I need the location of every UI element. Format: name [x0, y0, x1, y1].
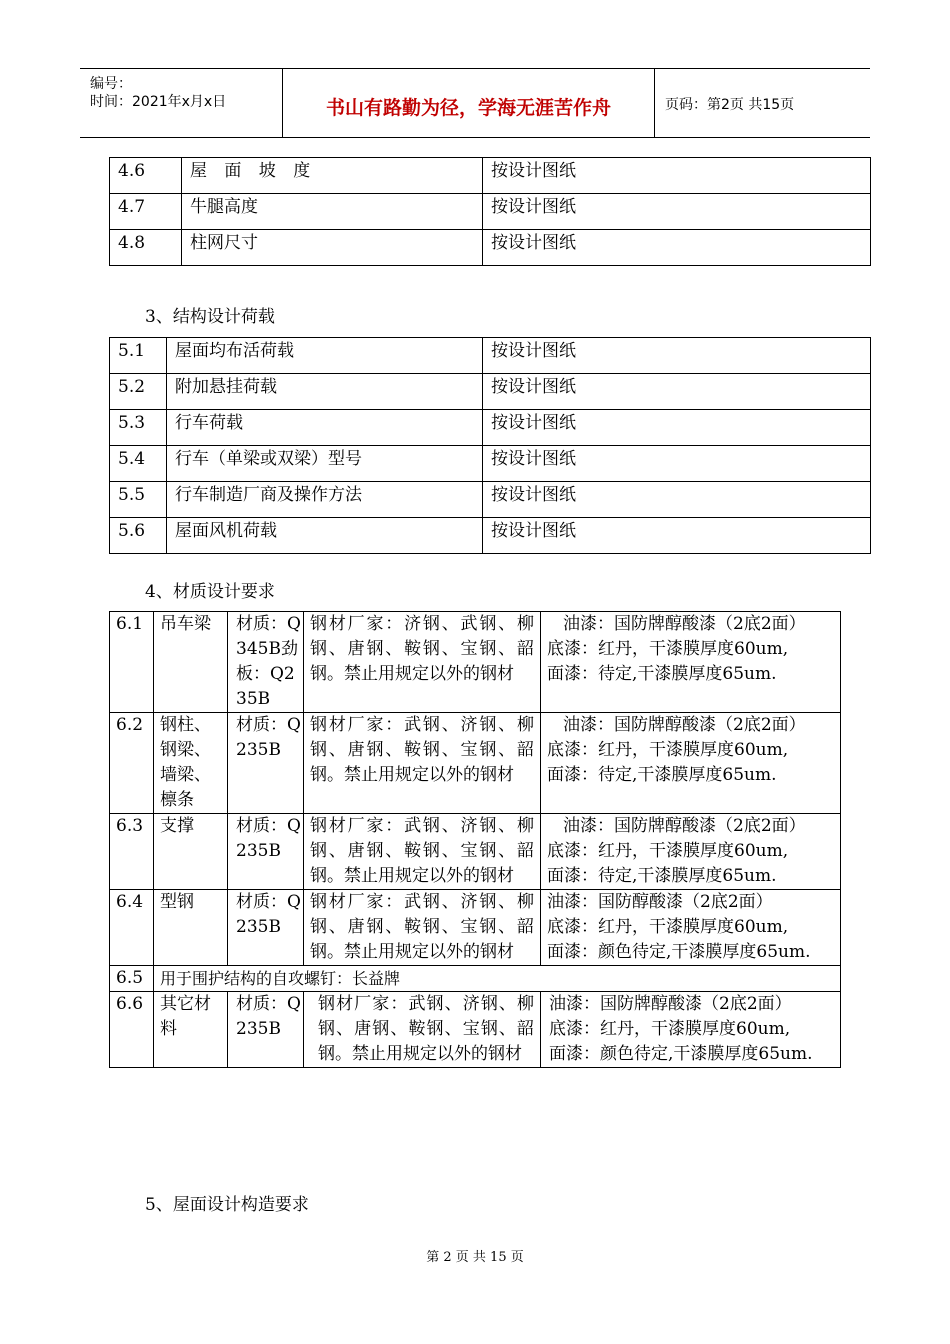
paint-line: 面漆：待定,干漆膜厚度65um. — [547, 664, 777, 684]
paint-line: 底漆：红丹，干漆膜厚度60um, — [547, 917, 789, 937]
table-row — [110, 158, 871, 194]
table-row — [110, 446, 871, 482]
row-number: 5.6 — [110, 518, 167, 554]
table-5 — [109, 337, 871, 554]
paint-line: 底漆：红丹，干漆膜厚度60um, — [549, 1019, 791, 1039]
row-number: 4.7 — [110, 194, 182, 230]
row-material: 材质：Q235B — [228, 814, 304, 890]
paint-line: 面漆：待定,干漆膜厚度65um. — [547, 765, 777, 785]
table-row — [110, 814, 841, 890]
row-item: 屋 面 坡 度 — [182, 158, 483, 194]
row-material: 材质：Q235B — [228, 992, 304, 1068]
page-footer: 第 2 页 共 15 页 — [426, 1250, 524, 1265]
row-maker: 钢材厂家：武钢、济钢、柳钢、唐钢、鞍钢、宝钢、韶钢。禁止用规定以外的钢材 — [304, 814, 541, 890]
paint-line: 面漆：待定,干漆膜厚度65um. — [547, 866, 777, 886]
row-number: 5.3 — [110, 410, 167, 446]
table-6 — [109, 611, 841, 1068]
row-number: 6.6 — [110, 992, 154, 1068]
row-number: 5.4 — [110, 446, 167, 482]
section-heading-4: 4、材质设计要求 — [145, 582, 275, 602]
row-value: 按设计图纸 — [483, 410, 871, 446]
row-item: 吊车梁 — [154, 612, 228, 713]
paint-line: 面漆：颜色待定,干漆膜厚度65um. — [547, 942, 811, 962]
row-value: 按设计图纸 — [483, 338, 871, 374]
table-row — [110, 374, 871, 410]
row-number: 6.5 — [110, 966, 154, 992]
row-item: 行车荷载 — [167, 410, 483, 446]
header-meta — [80, 69, 283, 137]
row-text: 用于围护结构的自攻螺钉：长益牌 — [154, 966, 841, 992]
row-paint — [541, 890, 841, 966]
paint-line: 油漆：国防牌醇酸漆（2底2面） — [563, 614, 806, 634]
row-paint — [541, 992, 841, 1068]
table-row — [110, 992, 841, 1068]
row-item: 钢柱、钢梁、墙梁、檩条 — [154, 713, 228, 814]
paint-line: 油漆：国防牌醇酸漆（2底2面） — [549, 994, 792, 1014]
paint-line: 油漆：国防醇酸漆（2底2面） — [547, 892, 773, 912]
row-value: 按设计图纸 — [483, 158, 871, 194]
row-paint — [541, 612, 841, 713]
row-value: 按设计图纸 — [483, 518, 871, 554]
table-row — [110, 338, 871, 374]
paint-line: 底漆：红丹，干漆膜厚度60um, — [547, 639, 789, 659]
row-item: 柱网尺寸 — [182, 230, 483, 266]
row-material: 材质：Q345B劲板：Q235B — [228, 612, 304, 713]
row-item: 行车（单梁或双梁）型号 — [167, 446, 483, 482]
row-number: 6.1 — [110, 612, 154, 713]
row-number: 5.1 — [110, 338, 167, 374]
row-paint — [541, 814, 841, 890]
paint-line: 底漆：红丹，干漆膜厚度60um, — [547, 841, 789, 861]
row-item: 屋面风机荷载 — [167, 518, 483, 554]
table-row — [110, 410, 871, 446]
table-row — [110, 612, 841, 713]
row-value: 按设计图纸 — [483, 374, 871, 410]
table-4 — [109, 157, 871, 266]
row-paint — [541, 713, 841, 814]
header-motto-cell — [283, 69, 655, 137]
paint-line: 油漆：国防牌醇酸漆（2底2面） — [563, 715, 806, 735]
row-item: 屋面均布活荷载 — [167, 338, 483, 374]
paint-line: 面漆：颜色待定,干漆膜厚度65um. — [549, 1044, 813, 1064]
row-value: 按设计图纸 — [483, 230, 871, 266]
page-header — [80, 68, 870, 138]
row-value: 按设计图纸 — [483, 446, 871, 482]
row-maker: 钢材厂家：武钢、济钢、柳钢、唐钢、鞍钢、宝钢、韶钢。禁止用规定以外的钢材 — [304, 890, 541, 966]
row-item: 行车制造厂商及操作方法 — [167, 482, 483, 518]
row-number: 4.6 — [110, 158, 182, 194]
number-label: 编号： — [90, 76, 132, 92]
row-maker: 钢材厂家：武钢、济钢、柳钢、唐钢、鞍钢、宝钢、韶钢。禁止用规定以外的钢材 — [304, 713, 541, 814]
table-row — [110, 194, 871, 230]
row-maker: 钢材厂家：武钢、济钢、柳钢、唐钢、鞍钢、宝钢、韶钢。禁止用规定以外的钢材 — [304, 992, 541, 1068]
page-info: 页码：第2页 共15页 — [665, 97, 795, 113]
row-number: 5.5 — [110, 482, 167, 518]
row-value: 按设计图纸 — [483, 482, 871, 518]
row-maker: 钢材厂家：济钢、武钢、柳钢、唐钢、鞍钢、宝钢、韶钢。禁止用规定以外的钢材 — [304, 612, 541, 713]
section-heading-3: 3、结构设计荷载 — [145, 307, 275, 327]
row-item: 附加悬挂荷载 — [167, 374, 483, 410]
date-label: 时间：2021年x月x日 — [90, 94, 227, 110]
row-number: 6.2 — [110, 713, 154, 814]
row-item: 支撑 — [154, 814, 228, 890]
row-material: 材质：Q235B — [228, 713, 304, 814]
row-item: 牛腿高度 — [182, 194, 483, 230]
table-row — [110, 518, 871, 554]
row-item: 其它材料 — [154, 992, 228, 1068]
table-row — [110, 713, 841, 814]
row-item: 型钢 — [154, 890, 228, 966]
paint-line: 油漆：国防牌醇酸漆（2底2面） — [563, 816, 806, 836]
table-row — [110, 890, 841, 966]
table-row — [110, 482, 871, 518]
table-row — [110, 966, 841, 992]
row-number: 4.8 — [110, 230, 182, 266]
row-number: 6.4 — [110, 890, 154, 966]
section-heading-5: 5、屋面设计构造要求 — [145, 1195, 309, 1215]
row-number: 5.2 — [110, 374, 167, 410]
table-row — [110, 230, 871, 266]
row-material: 材质：Q235B — [228, 890, 304, 966]
row-number: 6.3 — [110, 814, 154, 890]
motto: 书山有路勤为径，学海无涯苦作舟 — [325, 97, 611, 119]
row-value: 按设计图纸 — [483, 194, 871, 230]
header-page-cell — [655, 69, 870, 137]
paint-line: 底漆：红丹，干漆膜厚度60um, — [547, 740, 789, 760]
